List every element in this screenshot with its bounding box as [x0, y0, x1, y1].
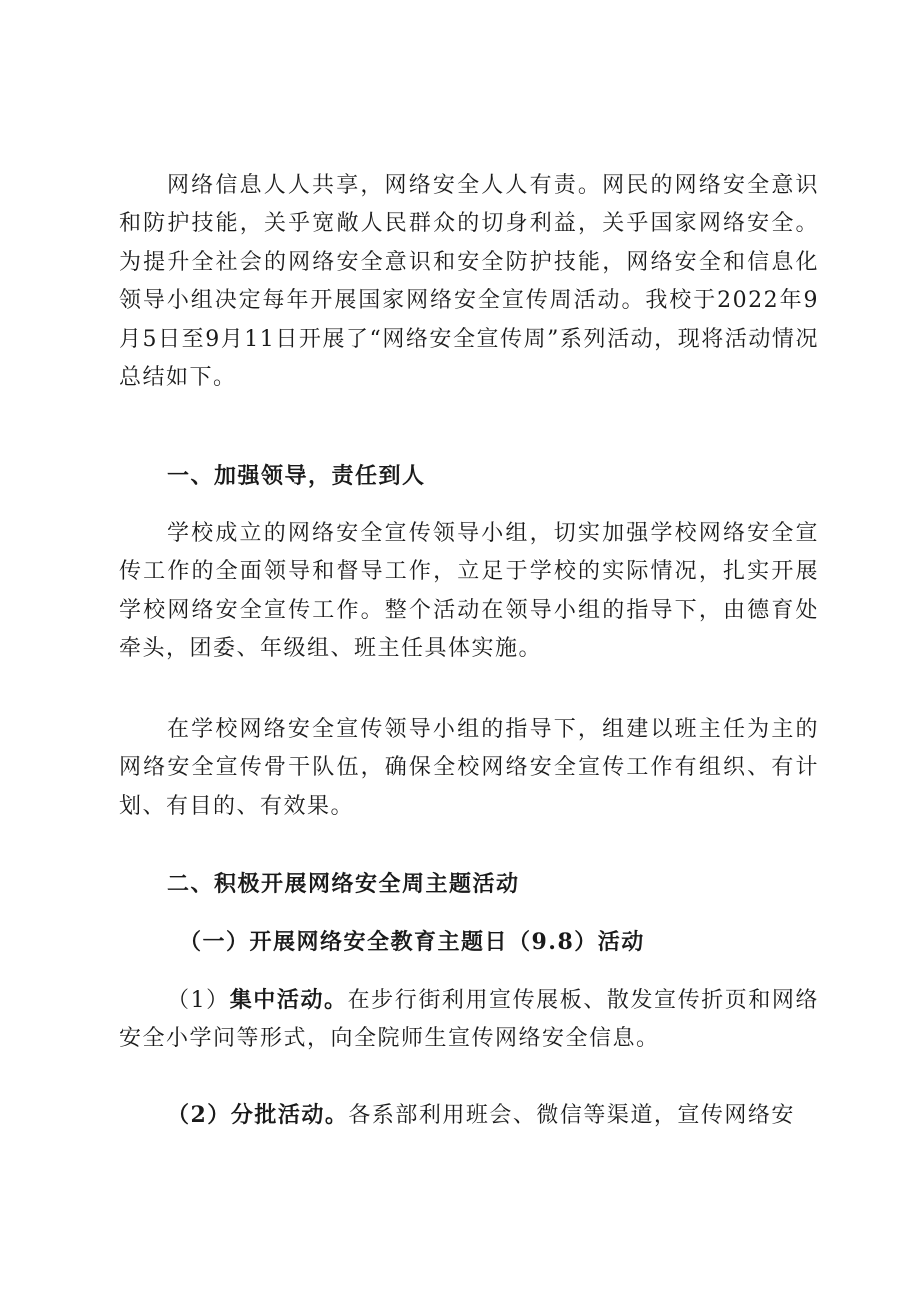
item-1-text: 在步行街利用宣传展板、散发宣传折页和网络安全小学问等形式，向全院师生宣传网络安全信息。: [119, 988, 819, 1052]
section-2-heading: 二、积极开展网络安全周主题活动: [167, 871, 520, 897]
subsection-1-heading: （一）开展网络安全教育主题日（9.8）活动: [179, 929, 645, 955]
item-1-lead: 集中活动。: [229, 987, 348, 1013]
section-1-paragraph-2: 在学校网络安全宣传领导小组的指导下，组建以班主任为主的网络安全宣传骨干队伍，确保全校网络安全宣传工作有组织、有计划、有目的、有效果。: [119, 717, 819, 819]
item-1-number: （1）: [167, 988, 230, 1013]
item-2-paragraph: [119, 1096, 819, 1135]
item-1-paragraph: [119, 981, 819, 1059]
intro-paragraph: 网络信息人人共享，网络安全人人有责。网民的网络安全意识和防护技能，关乎宽敞人民群众的切身利益，关乎国家网络安全。为提升全社会的网络安全意识和安全防护技能，网络安全和信息化领导小组决定每年开展国家网络安全宣传周活动。我校于2022年9月5日至9月11日开展了“网络安全宣传周”系列活动，现将活动情况总结如下。: [119, 173, 819, 391]
section-1-paragraph-1: 学校成立的网络安全宣传领导小组，切实加强学校网络安全宣传工作的全面领导和督导工作，立足于学校的实际情况，扎实开展学校网络安全宣传工作。整个活动在领导小组的指导下，由德育处牵头，团委、年级组、班主任具体实施。: [119, 521, 819, 662]
item-2-lead: 分批活动。: [230, 1102, 349, 1128]
item-2-text: 各系部利用班会、微信等渠道，宣传网络安: [348, 1103, 795, 1128]
item-2-number: （2）: [167, 1102, 231, 1128]
section-1-heading: 一、加强领导，责任到人: [167, 463, 426, 489]
